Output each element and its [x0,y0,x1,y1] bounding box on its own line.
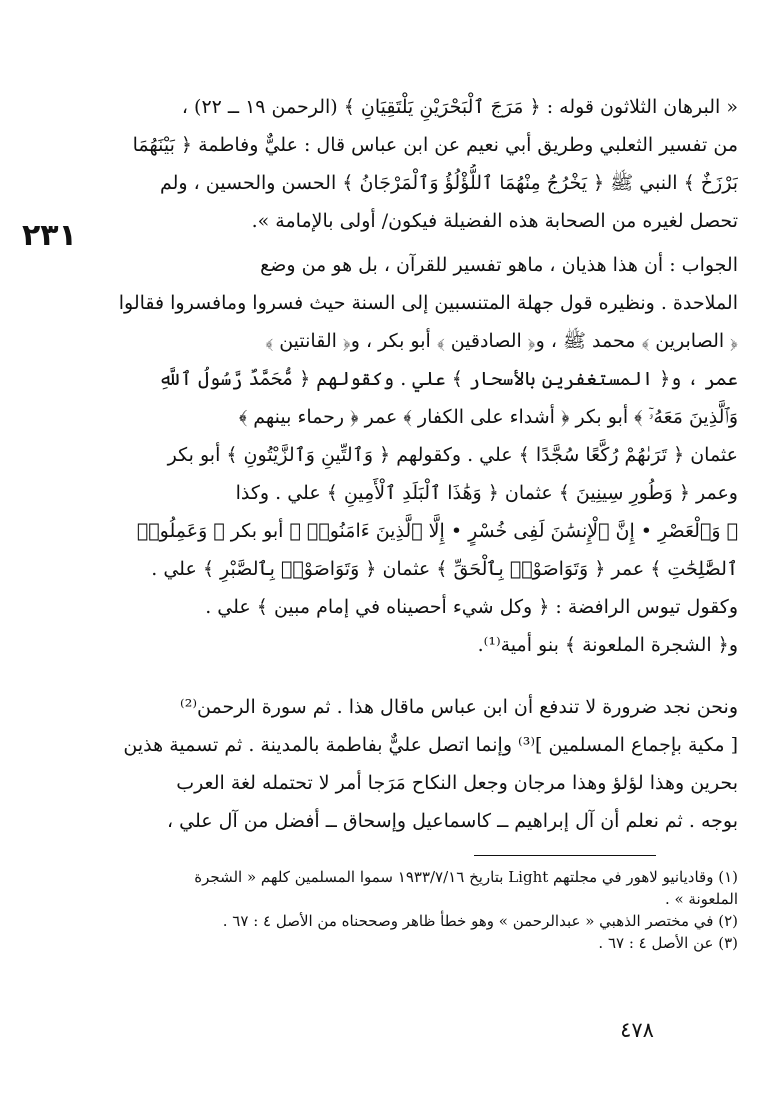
page-number: ٤٧٨ [620,1018,654,1042]
footnote-line: (٣) عن الأصل ٤ : ٦٧ . [598,934,738,952]
text-line: ﴿ الصابرين ﴾ محمد ﷺ ، و﴿ الصادقين ﴾ أبو بكر ، و﴿ القانتين ﴾ [265,330,738,352]
text-line: عثمان ﴿ تَرَىٰهُمْ رُكَّعًا سُجَّدًا ﴾ علي . وكقولهم ﴿ وَٱلتِّينِ وَٱلزَّيْتُونِ ﴾ أبو بكر [167,444,738,466]
text-line: « البرهان الثلاثون قوله : ﴿ مَرَجَ ٱلْبَحْرَيْنِ يَلْتَقِيَانِ ﴾ (الرحمن ١٩ ــ ٢٢) ، [181,96,738,118]
text-line: الملاحدة . ونظيره قول جهلة المتنسبين إلى السنة حيث فسروا ومافسروا فقالوا [118,292,738,314]
footnote-line: (١) وقاديانيو لاهور في مجلتهم Light بتاريخ ١٩٣٣/٧/١٦ سموا المسلمين كلهم « الشجرة [194,868,738,886]
text-line: بوجه . ثم نعلم أن آل إبراهيم ــ كاسماعيل وإسحاق ــ أفضل من آل علي ، [166,810,738,832]
text-line: ﴿ وَٱلْعَصْرِ • إِنَّ ٱلْإِنسَٰنَ لَفِى خُسْرٍ • إِلَّا ٱلَّذِينَ ءَامَنُوا۟ ﴾ أبو بكر ﴿ وَعَمِلُوا۟ [136,520,738,542]
text-line: [ مكية بإجماع المسلمين ]⁽³⁾ وإنما اتصل عليٌّ بفاطمة بالمدينة . ثم تسمية هذين [123,734,738,756]
text-line: بَرْزَخٌ ﴾ النبي ﷺ ﴿ يَخْرُجُ مِنْهُمَا ٱللُّؤْلُؤُ وَٱلْمَرْجَانُ ﴾ الحسن والحسين ، ولم [159,172,738,194]
text-line: الجواب : أن هذا هذيان ، ماهو تفسير للقرآن ، بل هو من وضع [260,254,738,276]
text-line: وَٱلَّذِينَ مَعَهُۥٓ ﴾ أبو بكر ﴿ أشداء على الكفار ﴾ عمر ﴿ رحماء بينهم ﴾ [238,406,738,428]
paragraph-refutation [74,688,738,840]
footnote-line: (٢) في مختصر الذهبي « عبدالرحمن » وهو خطأ ظاهر وصححناه من الأصل ٤ : ٦٧ . [222,912,738,930]
text-line: وكقول تيوس الرافضة : ﴿ وكل شيء أحصيناه في إمام مبين ﴾ علي . [205,596,738,618]
text-line: بحرين وهذا لؤلؤ وهذا مرجان وجعل النكاح مَرَجا أمر لا تحتمله لغة العرب [176,772,738,794]
text-line: تحصل لغيره من الصحابة هذه الفضيلة فيكون/ أولى بالإمامة ». [251,210,738,232]
paragraph-claim [74,88,738,240]
text-line: وعمر ﴿ وَطُورِ سِينِينَ ﴾ عثمان ﴿ وَهَٰذَا ٱلْبَلَدِ ٱلْأَمِينِ ﴾ علي . وكذا [235,482,738,504]
text-line: ونحن نجد ضرورة لا تندفع أن ابن عباس ماقال هذا . ثم سورة الرحمن⁽²⁾ [180,696,738,718]
text-line: ٱلصَّٰلِحَٰتِ ﴾ عمر ﴿ وَتَوَاصَوْا۟ بِٱلْحَقِّ ﴾ عثمان ﴿ وَتَوَاصَوْا۟ بِٱلصَّبْرِ ﴾ علي . [151,558,738,580]
margin-page-reference: ٢٣١ [22,218,77,253]
paragraph-answer [74,246,738,664]
footnote-line: الملعونة » . [664,890,738,908]
text-line: و﴿ الشجرة الملعونة ﴾ بنو أمية⁽¹⁾. [477,634,738,656]
footnotes [74,866,738,954]
text-line: عمر ، و﴿ المستغفرين بالأسحار ﴾ علي . وكقولهم ﴿ مُّحَمَّدٌ رَّسُولُ ٱللَّهِ [158,368,738,390]
footnote-divider [474,855,656,856]
text-line: من تفسير الثعلبي وطريق أبي نعيم عن ابن عباس قال : عليٌّ وفاطمة ﴿ بَيْنَهُمَا [132,134,738,156]
